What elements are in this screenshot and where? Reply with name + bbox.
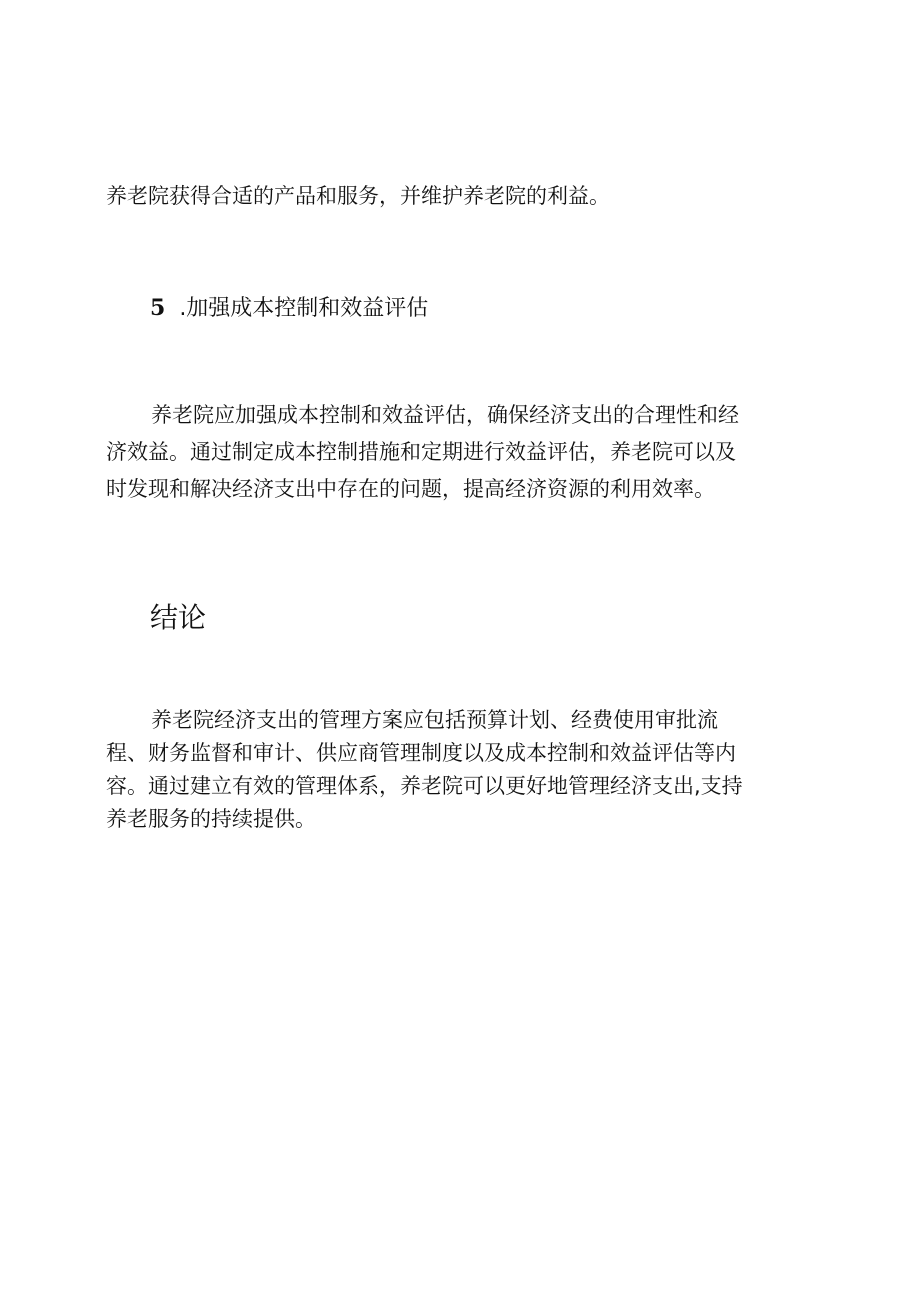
- conclusion-paragraph: [106, 704, 816, 836]
- paragraph-line: 养老院经济支出的管理方案应包括预算计划、经费使用审批流: [151, 708, 718, 732]
- paragraph-line: 时发现和解决经济支出中存在的问题，提高经济资源的利用效率。: [106, 477, 715, 501]
- paragraph-line: 程、财务监督和审计、供应商管理制度以及成本控制和效益评估等内: [106, 741, 736, 765]
- conclusion-heading: 结论: [150, 601, 207, 634]
- section-5-number: 5: [150, 295, 166, 321]
- section-5-title: .加强成本控制和效益评估: [179, 296, 429, 321]
- section-5-heading: [150, 293, 428, 324]
- section-5-paragraph: [106, 397, 816, 508]
- paragraph-line: 容。通过建立有效的管理体系，养老院可以更好地管理经济支出,支持: [106, 774, 743, 798]
- continued-paragraph: 养老院获得合适的产品和服务，并维护养老院的利益。: [106, 184, 610, 208]
- paragraph-line: 济效益。通过制定成本控制措施和定期进行效益评估，养老院可以及: [106, 440, 736, 464]
- paragraph-line: 养老服务的持续提供。: [106, 807, 316, 831]
- paragraph-line: 养老院应加强成本控制和效益评估，确保经济支出的合理性和经: [151, 403, 739, 427]
